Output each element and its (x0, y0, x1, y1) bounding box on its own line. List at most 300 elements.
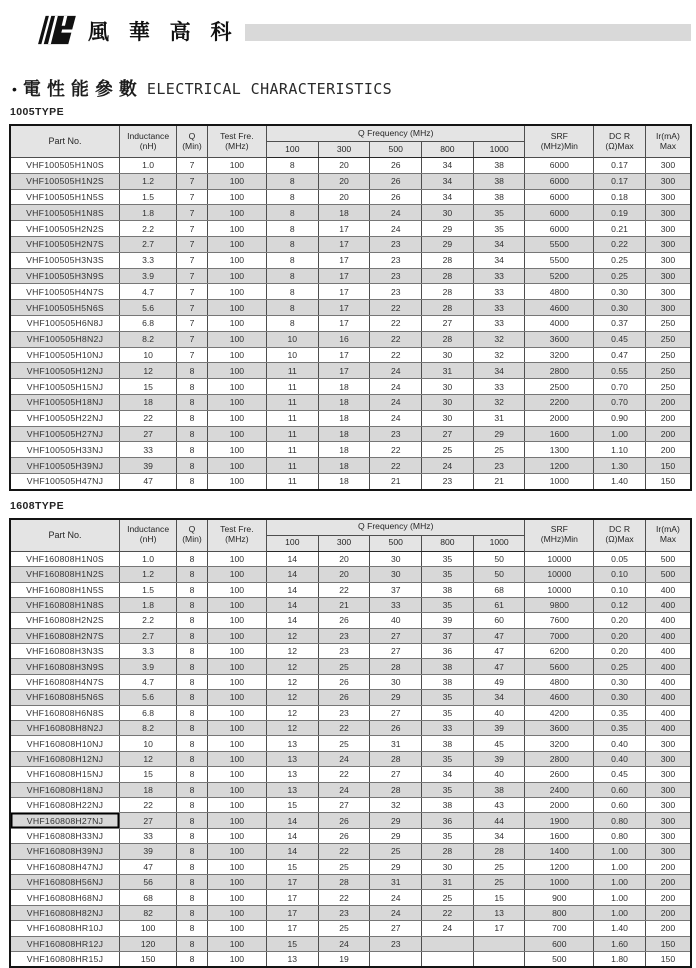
table-row (10, 890, 691, 905)
value-cell: 9800 (525, 597, 594, 612)
value-cell: 61 (473, 597, 525, 612)
value-cell: 14 (266, 567, 318, 582)
value-cell: 22 (370, 315, 422, 331)
value-cell: 10 (120, 736, 177, 751)
value-cell: 23 (370, 936, 422, 951)
value-cell: 23 (422, 473, 474, 489)
col-header-inductance (120, 519, 177, 552)
part-no-cell: VHF160808H1N0S (10, 551, 120, 566)
value-cell: 800 (525, 905, 594, 920)
value-cell: 28 (473, 844, 525, 859)
value-cell: 100 (207, 331, 266, 347)
value-cell: 3.9 (120, 268, 177, 284)
part-no-cell: VHF160808H2N7S (10, 628, 120, 643)
value-cell: 250 (645, 347, 691, 363)
value-cell: 30 (370, 674, 422, 689)
value-cell: 100 (207, 644, 266, 659)
col-header-test-fre (207, 125, 266, 158)
value-cell: 1600 (525, 426, 594, 442)
value-cell: 39 (473, 721, 525, 736)
value-cell: 26 (318, 674, 370, 689)
value-cell: 100 (207, 936, 266, 951)
value-cell: 30 (422, 379, 474, 395)
value-cell: 100 (120, 921, 177, 936)
col-header-q (177, 519, 208, 552)
value-cell (473, 936, 525, 951)
value-cell: 8 (177, 767, 208, 782)
value-cell: 23 (318, 905, 370, 920)
value-cell: 8 (177, 379, 208, 395)
value-cell: 7600 (525, 613, 594, 628)
value-cell: 8 (177, 363, 208, 379)
characteristics-table-1608 (9, 518, 692, 968)
col-header-inductance-line1: Inductance (127, 130, 170, 141)
value-cell: 7 (177, 284, 208, 300)
value-cell: 1000 (525, 473, 594, 489)
value-cell: 2400 (525, 782, 594, 797)
value-cell: 28 (370, 659, 422, 674)
value-cell: 26 (370, 173, 422, 189)
value-cell (370, 951, 422, 967)
value-cell: 100 (207, 844, 266, 859)
value-cell: 300 (645, 236, 691, 252)
part-no-cell: VHF160808H15NJ (10, 767, 120, 782)
value-cell: 8 (177, 567, 208, 582)
value-cell: 27 (370, 767, 422, 782)
value-cell: 22 (318, 844, 370, 859)
value-cell: 18 (318, 410, 370, 426)
value-cell: 0.20 (594, 644, 646, 659)
value-cell: 200 (645, 905, 691, 920)
value-cell: 4800 (525, 674, 594, 689)
value-cell: 47 (473, 644, 525, 659)
table-row (10, 674, 691, 689)
value-cell: 300 (645, 221, 691, 237)
value-cell: 1.0 (120, 551, 177, 566)
value-cell: 30 (422, 859, 474, 874)
value-cell: 18 (318, 426, 370, 442)
value-cell: 6000 (525, 189, 594, 205)
value-cell: 13 (266, 751, 318, 766)
value-cell: 0.55 (594, 363, 646, 379)
value-cell: 15 (266, 936, 318, 951)
value-cell: 8 (177, 582, 208, 597)
value-cell: 2200 (525, 394, 594, 410)
value-cell: 26 (318, 813, 370, 828)
value-cell: 100 (207, 315, 266, 331)
value-cell: 4600 (525, 300, 594, 316)
col-header-inductance-unit: (nH) (139, 140, 157, 151)
part-no-cell: VHF100505H33NJ (10, 442, 120, 458)
value-cell: 1900 (525, 813, 594, 828)
value-cell: 12 (266, 659, 318, 674)
value-cell: 2.2 (120, 221, 177, 237)
characteristics-table-1005 (9, 124, 692, 491)
value-cell: 8 (177, 844, 208, 859)
value-cell: 8 (177, 644, 208, 659)
value-cell: 12 (266, 644, 318, 659)
table-row (10, 874, 691, 889)
table-row (10, 426, 691, 442)
value-cell: 4200 (525, 705, 594, 720)
part-no-cell: VHF100505H1N5S (10, 189, 120, 205)
col-header-test-fre-line1: Test Fre. (220, 524, 254, 535)
value-cell: 13 (473, 905, 525, 920)
part-no-cell: VHF100505H8N2J (10, 331, 120, 347)
table-row (10, 347, 691, 363)
value-cell: 400 (645, 644, 691, 659)
col-header-q-unit: (Min) (182, 534, 202, 545)
value-cell: 11 (266, 442, 318, 458)
value-cell: 22 (370, 347, 422, 363)
part-no-cell: VHF160808H22NJ (10, 797, 120, 812)
value-cell: 3200 (525, 736, 594, 751)
value-cell: 28 (422, 844, 474, 859)
value-cell: 29 (370, 859, 422, 874)
part-no-cell: VHF100505H1N0S (10, 158, 120, 174)
table-row (10, 690, 691, 705)
value-cell: 33 (370, 597, 422, 612)
value-cell: 100 (207, 690, 266, 705)
value-cell: 40 (473, 767, 525, 782)
value-cell: 30 (370, 551, 422, 566)
value-cell: 49 (473, 674, 525, 689)
col-header-freq-300: 300 (318, 535, 370, 551)
table-row (10, 936, 691, 951)
value-cell: 27 (370, 921, 422, 936)
col-header-dcr (594, 125, 646, 158)
part-no-cell: VHF100505H2N7S (10, 236, 120, 252)
value-cell: 8 (177, 659, 208, 674)
value-cell: 8 (266, 284, 318, 300)
value-cell: 29 (473, 426, 525, 442)
value-cell: 23 (318, 628, 370, 643)
part-no-cell: VHF100505H5N6S (10, 300, 120, 316)
value-cell: 38 (422, 674, 474, 689)
value-cell: 8 (177, 751, 208, 766)
value-cell: 8 (177, 690, 208, 705)
value-cell: 8 (177, 613, 208, 628)
table-row (10, 705, 691, 720)
value-cell: 8 (177, 828, 208, 843)
value-cell: 2.2 (120, 613, 177, 628)
value-cell: 5200 (525, 268, 594, 284)
value-cell: 4800 (525, 284, 594, 300)
part-no-cell: VHF100505H18NJ (10, 394, 120, 410)
value-cell: 20 (318, 158, 370, 174)
value-cell: 0.17 (594, 173, 646, 189)
value-cell: 22 (120, 410, 177, 426)
table-row (10, 551, 691, 566)
value-cell: 27 (422, 315, 474, 331)
value-cell: 30 (422, 205, 474, 221)
value-cell: 13 (266, 736, 318, 751)
value-cell: 8 (177, 426, 208, 442)
table-row (10, 644, 691, 659)
value-cell: 100 (207, 813, 266, 828)
value-cell: 13 (266, 951, 318, 967)
col-header-test-fre-line1: Test Fre. (220, 130, 254, 141)
value-cell: 21 (473, 473, 525, 489)
value-cell: 7 (177, 221, 208, 237)
value-cell: 1200 (525, 458, 594, 474)
value-cell: 18 (120, 394, 177, 410)
value-cell: 11 (266, 458, 318, 474)
value-cell: 34 (422, 158, 474, 174)
table-row (10, 315, 691, 331)
value-cell: 25 (422, 442, 474, 458)
value-cell: 0.70 (594, 379, 646, 395)
value-cell: 3600 (525, 331, 594, 347)
value-cell: 0.45 (594, 767, 646, 782)
table-row (10, 300, 691, 316)
value-cell: 8 (177, 951, 208, 967)
value-cell: 400 (645, 690, 691, 705)
table-row (10, 659, 691, 674)
value-cell: 3.3 (120, 644, 177, 659)
value-cell: 2800 (525, 751, 594, 766)
value-cell: 100 (207, 736, 266, 751)
value-cell: 26 (370, 189, 422, 205)
part-no-cell: VHF100505H47NJ (10, 473, 120, 489)
col-header-ir-line1: Ir(mA) (656, 524, 680, 535)
value-cell: 10000 (525, 567, 594, 582)
value-cell: 23 (370, 252, 422, 268)
value-cell: 26 (318, 613, 370, 628)
value-cell: 7 (177, 331, 208, 347)
col-header-ir (645, 125, 691, 158)
value-cell: 25 (473, 874, 525, 889)
table-row (10, 597, 691, 612)
value-cell: 400 (645, 582, 691, 597)
value-cell: 30 (422, 347, 474, 363)
value-cell: 31 (422, 363, 474, 379)
part-no-cell: VHF100505H27NJ (10, 426, 120, 442)
part-no-cell: VHF100505H6N8J (10, 315, 120, 331)
value-cell: 38 (422, 797, 474, 812)
value-cell: 26 (318, 828, 370, 843)
value-cell: 24 (370, 905, 422, 920)
value-cell: 22 (370, 442, 422, 458)
value-cell: 100 (207, 705, 266, 720)
value-cell: 8 (177, 551, 208, 566)
value-cell: 37 (370, 582, 422, 597)
value-cell: 32 (370, 797, 422, 812)
value-cell: 100 (207, 394, 266, 410)
part-no-cell: VHF160808H4N7S (10, 674, 120, 689)
value-cell: 200 (645, 890, 691, 905)
value-cell: 0.90 (594, 410, 646, 426)
table-row (10, 613, 691, 628)
value-cell: 8 (177, 859, 208, 874)
value-cell: 8 (266, 252, 318, 268)
value-cell: 1.60 (594, 936, 646, 951)
value-cell: 8 (266, 205, 318, 221)
value-cell: 31 (422, 874, 474, 889)
value-cell: 17 (318, 347, 370, 363)
value-cell: 8 (177, 921, 208, 936)
part-no-cell: VHF160808HR15J (10, 951, 120, 967)
value-cell: 38 (422, 582, 474, 597)
value-cell: 35 (473, 205, 525, 221)
table-row (10, 628, 691, 643)
value-cell: 56 (120, 874, 177, 889)
value-cell: 17 (318, 284, 370, 300)
table-row (10, 284, 691, 300)
brand-name: 風 華 高 科 (88, 20, 239, 44)
value-cell: 0.35 (594, 705, 646, 720)
value-cell: 12 (266, 674, 318, 689)
table-row (10, 736, 691, 751)
value-cell: 24 (318, 751, 370, 766)
value-cell: 200 (645, 921, 691, 936)
value-cell (422, 936, 474, 951)
value-cell: 0.25 (594, 659, 646, 674)
value-cell: 6000 (525, 173, 594, 189)
value-cell: 33 (473, 315, 525, 331)
value-cell: 17 (318, 221, 370, 237)
col-header-dcr-unit: (Ω)Max (605, 140, 634, 151)
value-cell: 0.05 (594, 551, 646, 566)
part-no-cell: VHF160808H33NJ (10, 828, 120, 843)
table-row (10, 473, 691, 489)
col-header-freq-500: 500 (370, 535, 422, 551)
value-cell: 7 (177, 158, 208, 174)
value-cell: 0.30 (594, 300, 646, 316)
value-cell: 36 (422, 813, 474, 828)
value-cell: 4600 (525, 690, 594, 705)
value-cell: 8 (177, 736, 208, 751)
value-cell: 500 (525, 951, 594, 967)
value-cell: 900 (525, 890, 594, 905)
value-cell: 250 (645, 331, 691, 347)
value-cell: 150 (645, 458, 691, 474)
value-cell: 47 (473, 628, 525, 643)
value-cell: 100 (207, 158, 266, 174)
value-cell: 14 (266, 828, 318, 843)
value-cell: 8.2 (120, 721, 177, 736)
value-cell: 7 (177, 205, 208, 221)
value-cell: 3.9 (120, 659, 177, 674)
value-cell: 0.19 (594, 205, 646, 221)
table-row (10, 567, 691, 582)
value-cell: 1300 (525, 442, 594, 458)
value-cell: 22 (370, 331, 422, 347)
value-cell: 18 (318, 379, 370, 395)
value-cell: 30 (422, 410, 474, 426)
value-cell: 37 (422, 628, 474, 643)
value-cell: 35 (422, 782, 474, 797)
value-cell: 100 (207, 221, 266, 237)
value-cell: 100 (207, 252, 266, 268)
value-cell: 0.30 (594, 674, 646, 689)
table-row (10, 268, 691, 284)
value-cell: 0.47 (594, 347, 646, 363)
value-cell: 29 (422, 221, 474, 237)
value-cell: 300 (645, 813, 691, 828)
value-cell: 38 (473, 158, 525, 174)
value-cell: 33 (473, 268, 525, 284)
value-cell: 7 (177, 173, 208, 189)
value-cell: 150 (645, 936, 691, 951)
table-label-1608type: 1608TYPE (10, 499, 64, 512)
value-cell: 400 (645, 613, 691, 628)
value-cell: 0.30 (594, 690, 646, 705)
value-cell: 0.40 (594, 751, 646, 766)
value-cell: 33 (120, 442, 177, 458)
value-cell: 17 (318, 236, 370, 252)
col-header-srf (525, 125, 594, 158)
col-header-srf-line1: SRF (550, 524, 568, 535)
value-cell: 250 (645, 379, 691, 395)
value-cell: 100 (207, 721, 266, 736)
value-cell: 14 (266, 613, 318, 628)
value-cell: 1.0 (120, 158, 177, 174)
value-cell: 600 (525, 936, 594, 951)
value-cell: 27 (120, 813, 177, 828)
col-header-q (177, 125, 208, 158)
col-header-srf-unit: (MHz)Min (540, 534, 578, 545)
col-header-freq-100: 100 (266, 535, 318, 551)
value-cell: 15 (120, 767, 177, 782)
col-header-dcr-unit: (Ω)Max (605, 534, 634, 545)
value-cell: 16 (318, 331, 370, 347)
col-header-dcr-line1: DC R (609, 130, 631, 141)
value-cell: 0.60 (594, 797, 646, 812)
value-cell: 300 (645, 828, 691, 843)
value-cell: 5.6 (120, 300, 177, 316)
value-cell: 0.35 (594, 721, 646, 736)
value-cell: 24 (318, 782, 370, 797)
value-cell: 100 (207, 674, 266, 689)
value-cell: 1.2 (120, 173, 177, 189)
value-cell: 7 (177, 252, 208, 268)
value-cell: 17 (266, 890, 318, 905)
value-cell: 8 (177, 905, 208, 920)
value-cell: 150 (645, 473, 691, 489)
value-cell: 12 (266, 690, 318, 705)
part-no-cell: VHF100505H15NJ (10, 379, 120, 395)
value-cell: 34 (422, 767, 474, 782)
value-cell: 13 (266, 767, 318, 782)
value-cell: 100 (207, 347, 266, 363)
part-no-cell: VHF100505H3N3S (10, 252, 120, 268)
value-cell: 1.00 (594, 426, 646, 442)
value-cell: 24 (318, 936, 370, 951)
value-cell: 38 (473, 189, 525, 205)
value-cell: 40 (370, 613, 422, 628)
part-no-cell: VHF160808H18NJ (10, 782, 120, 797)
value-cell: 21 (370, 473, 422, 489)
value-cell: 12 (266, 628, 318, 643)
value-cell: 0.80 (594, 828, 646, 843)
value-cell: 300 (645, 189, 691, 205)
col-header-q-line1: Q (188, 524, 196, 535)
value-cell: 0.45 (594, 331, 646, 347)
value-cell: 23 (473, 458, 525, 474)
value-cell: 150 (645, 951, 691, 967)
value-cell: 1.80 (594, 951, 646, 967)
value-cell: 8 (266, 189, 318, 205)
part-no-cell: VHF160808HR12J (10, 936, 120, 951)
value-cell: 47 (473, 659, 525, 674)
value-cell: 35 (422, 597, 474, 612)
value-cell: 100 (207, 782, 266, 797)
value-cell: 300 (645, 284, 691, 300)
value-cell: 22 (318, 721, 370, 736)
table-row (10, 951, 691, 967)
value-cell: 300 (645, 751, 691, 766)
